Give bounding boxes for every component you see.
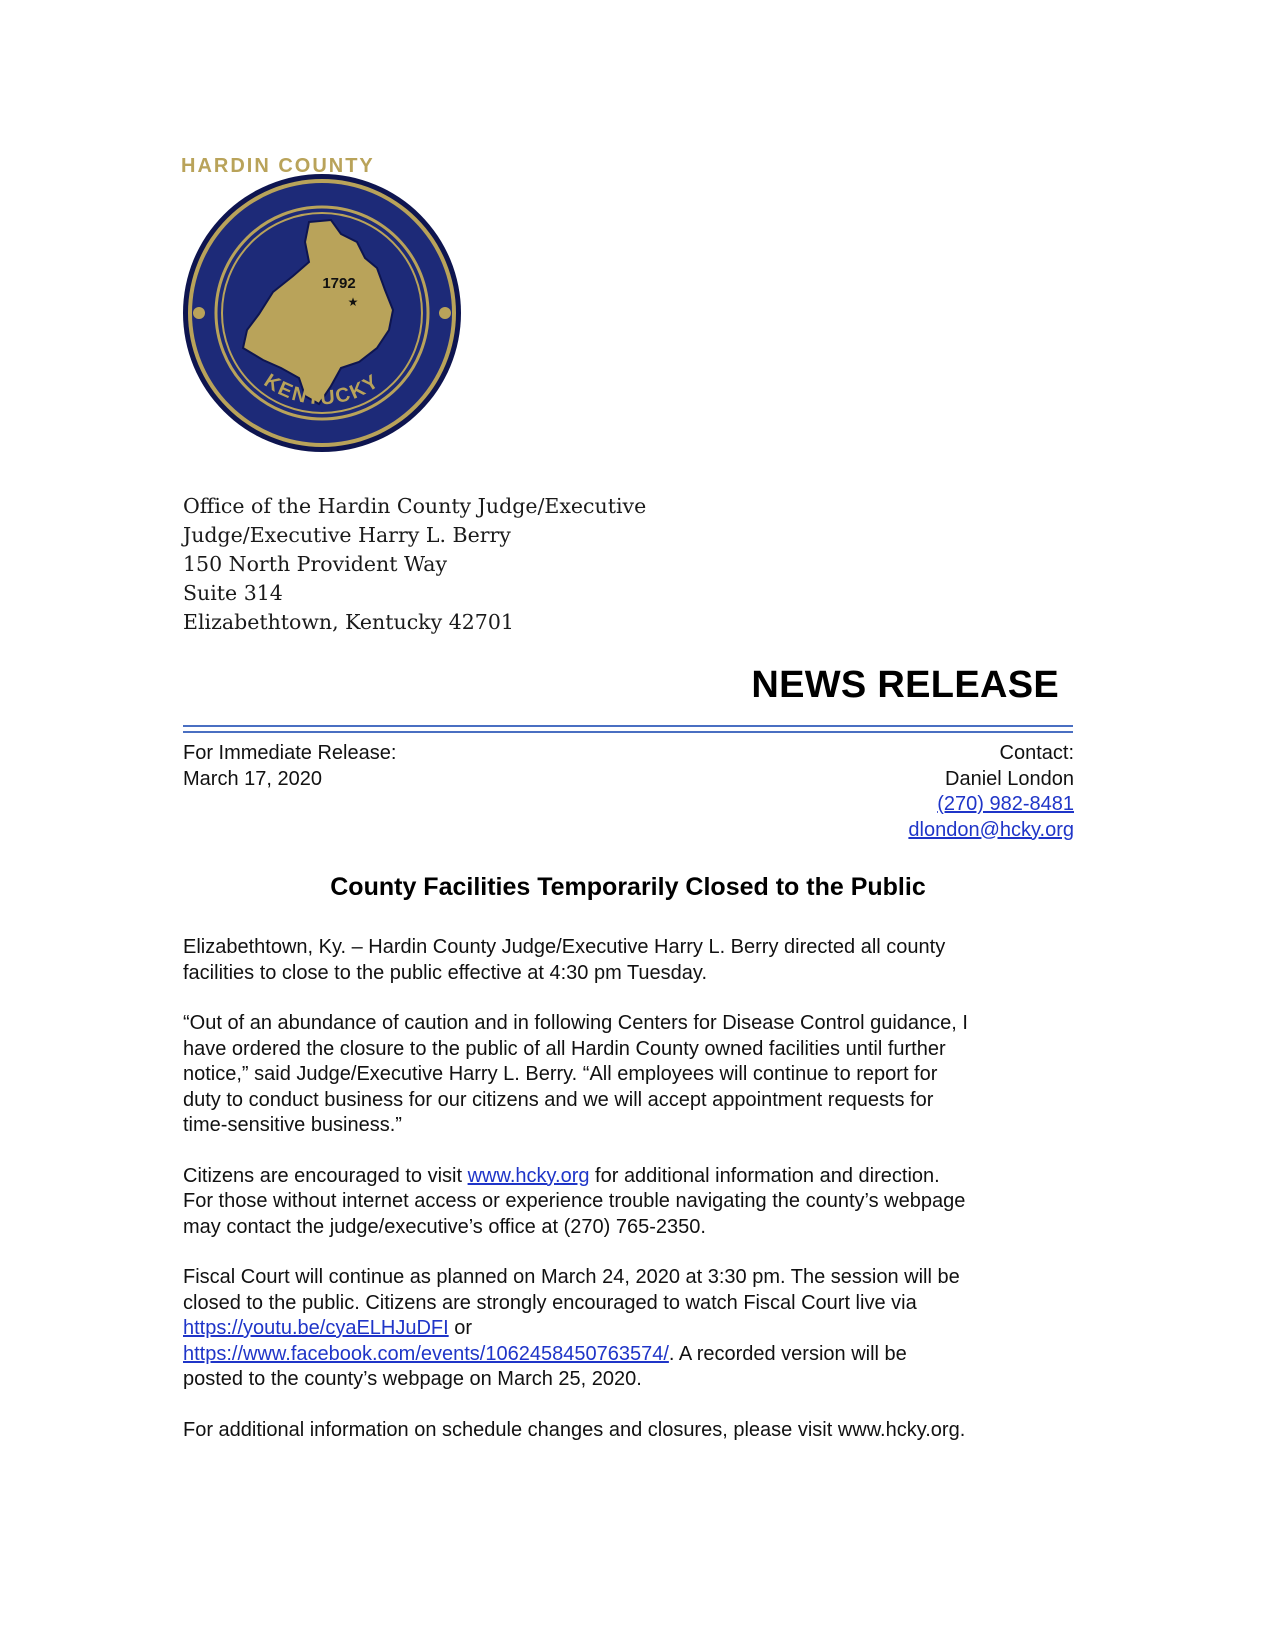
office-name: Office of the Hardin County Judge/Executive xyxy=(183,494,647,518)
news-release-heading: NEWS RELEASE xyxy=(751,664,1059,706)
release-label: For Immediate Release: xyxy=(183,742,397,764)
release-body xyxy=(183,935,1083,1468)
release-title: County Facilities Temporarily Closed to the Public xyxy=(330,873,926,901)
paragraph: For additional information on schedule changes and closures, please visit www.hcky.org. xyxy=(183,1418,966,1441)
facebook-event-link[interactable]: https://www.facebook.com/events/1062458450763574/ xyxy=(183,1342,669,1365)
release-info xyxy=(183,741,396,792)
judge-name: Judge/Executive Harry L. Berry xyxy=(183,523,511,547)
paragraph: Fiscal Court will continue as planned on March 24, 2020 at 3:30 pm. The session will be closed to the public. Citizens are strongly encouraged to watch Fiscal Court live via https://youtu.be/cyaELHJuDFI or https://www.facebook.com/events/1062458450763574/. A recorded version will be posted to the county’s webpage on March 25, 2020. xyxy=(183,1266,960,1390)
youtube-link[interactable]: https://youtu.be/cyaELHJuDFI xyxy=(183,1317,449,1339)
contact-email-link[interactable]: dlondon@hcky.org xyxy=(908,818,1074,841)
county-seal-logo xyxy=(181,155,463,454)
contact-phone-link[interactable]: (270) 982-8481 xyxy=(937,793,1074,815)
divider-rule xyxy=(183,731,1073,733)
paragraph: Citizens are encouraged to visit www.hcky.org for additional information and direction. For those without internet access or experience trouble navigating the county’s webpage may contact the judge/executive’s office at (270) 765-2350. xyxy=(183,1164,966,1238)
street-address: 150 North Provident Way xyxy=(183,552,448,576)
contact-label: Contact: xyxy=(999,742,1074,764)
paragraph: Elizabethtown, Ky. – Hardin County Judge/Executive Harry L. Berry directed all county facilities to close to the public effective at 4:30 pm Tuesday. xyxy=(183,936,946,984)
seal-bottom-text: KENTUCKY xyxy=(259,369,385,410)
contact-info xyxy=(908,741,1074,843)
paragraph: “Out of an abundance of caution and in following Centers for Disease Control guidance, I have ordered the closure to the public of all Hardin County owned facilities until further notice,” said Judge/Executive Harry L. Berry. “All employees will continue to report for duty to conduct business for our citizens and we will accept appointment requests for time-sensitive business.” xyxy=(183,1012,968,1136)
contact-name: Daniel London xyxy=(945,767,1074,790)
divider-rule xyxy=(183,725,1073,727)
suite: Suite 314 xyxy=(183,581,283,605)
seal-top-text: HARDIN COUNTY xyxy=(181,155,375,177)
office-address xyxy=(183,492,646,637)
website-link[interactable]: www.hcky.org xyxy=(467,1164,590,1187)
release-date: March 17, 2020 xyxy=(183,767,322,790)
star-icon: ★ xyxy=(347,295,359,309)
city-state-zip: Elizabethtown, Kentucky 42701 xyxy=(183,610,514,634)
seal-year: 1792 xyxy=(322,275,356,292)
